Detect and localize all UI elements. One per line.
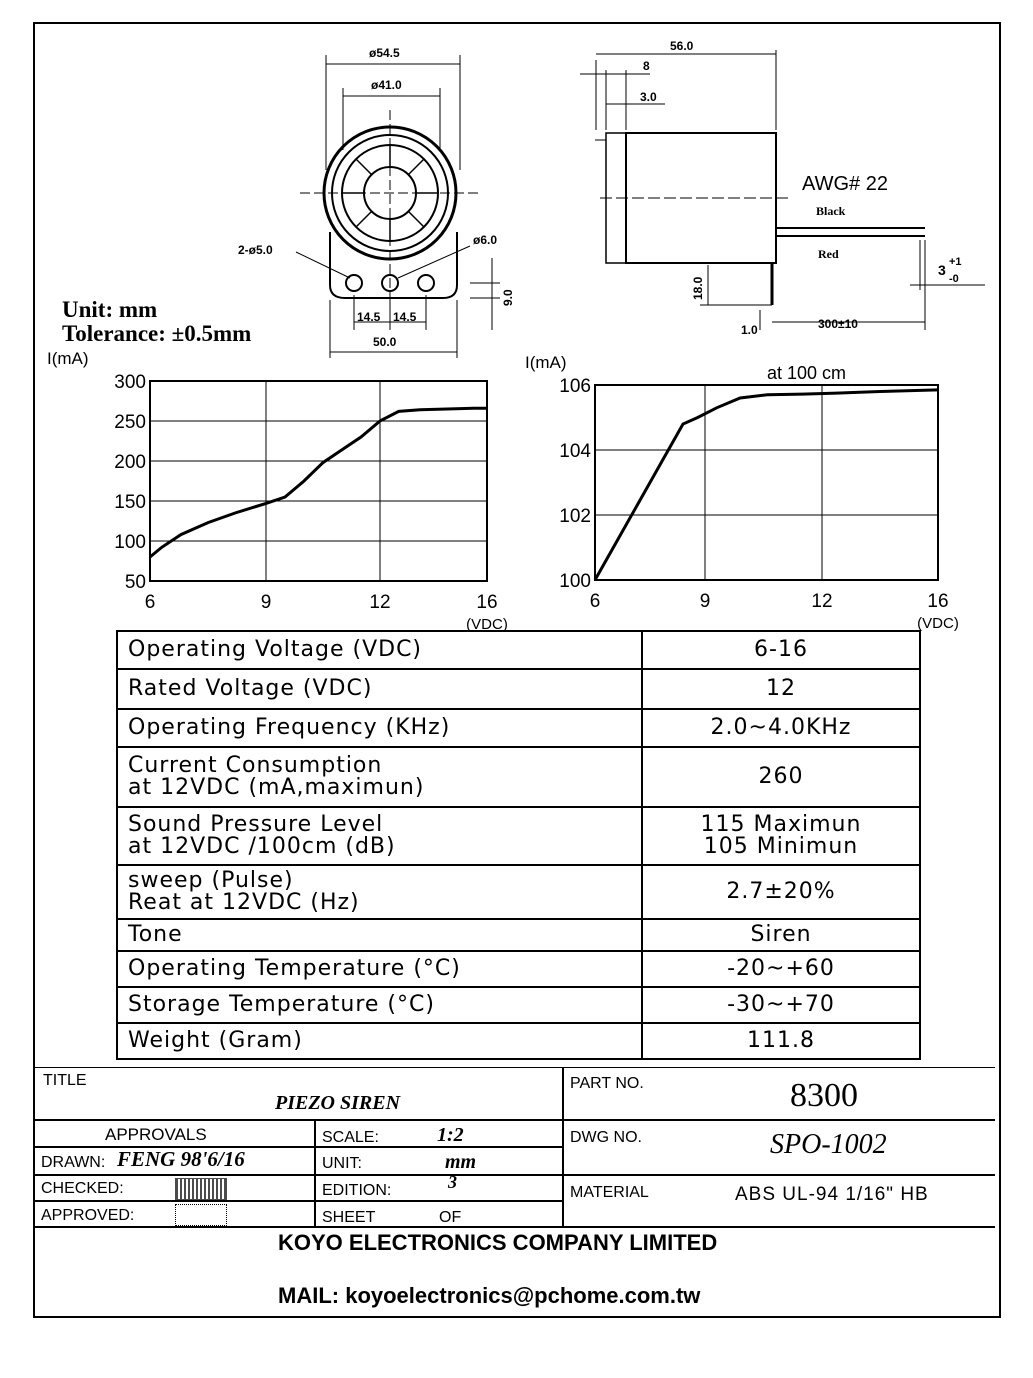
series-line [595, 390, 938, 580]
wire-gauge: AWG# 22 [802, 173, 888, 195]
spec-key-line2: Reat at 12VDC (Hz) [128, 890, 360, 915]
spec-value: 2.7±20% [642, 865, 920, 919]
sheet-label: SHEET [322, 1209, 376, 1226]
y-tick-label: 50 [124, 572, 146, 593]
dim-base-height: 9.0 [501, 289, 515, 306]
x-tick-label: 16 [476, 592, 498, 613]
x-tick-label: 16 [927, 591, 949, 612]
dim-height: 18.0 [691, 276, 705, 300]
table-row [117, 1023, 920, 1059]
material-value: ABS UL-94 1/16" HB [735, 1184, 929, 1205]
spec-value: 2.0~4.0KHz [642, 709, 920, 747]
spec-key: Operating Frequency (KHz) [117, 709, 642, 747]
chart-title: at 100 cm [766, 363, 847, 383]
y-tick-label: 300 [114, 372, 146, 393]
spec-value: -20~+60 [642, 951, 920, 987]
spec-key-line2: at 12VDC (mA,maximun) [128, 775, 425, 800]
spec-value: Siren [642, 919, 920, 951]
chart-frame [150, 381, 487, 581]
dim-pitch-left: 14.5 [357, 310, 381, 324]
series-line [150, 408, 487, 557]
y-tick-label: 102 [559, 506, 591, 527]
part-no-value: 8300 [790, 1077, 858, 1114]
x-axis-label: (VDC) [466, 616, 508, 633]
unit-field-value: mm [445, 1151, 477, 1173]
dim-holes: 2-ø5.0 [238, 243, 273, 257]
table-row [117, 631, 920, 669]
y-tick-label: 250 [114, 412, 146, 433]
spec-value-line2: 105 Minimun [703, 834, 859, 859]
chart-frame [595, 385, 938, 580]
y-tick-label: 100 [559, 571, 591, 592]
spec-key: Operating Temperature (°C) [117, 951, 642, 987]
spec-value [642, 807, 920, 865]
current-charts [0, 0, 1033, 645]
x-tick-label: 12 [369, 592, 391, 613]
table-row [117, 709, 920, 747]
spec-value: 12 [642, 669, 920, 709]
approved-label: APPROVED: [41, 1207, 135, 1224]
x-tick-label: 12 [811, 591, 833, 612]
spec-key-line1: sweep (Pulse) [128, 868, 294, 893]
wire-red: Red [818, 247, 839, 261]
dim-base-width: 50.0 [373, 335, 397, 349]
spec-key: Storage Temperature (°C) [117, 987, 642, 1023]
dim-pitch-right: 14.5 [393, 310, 417, 324]
table-row [117, 951, 920, 987]
company-name: KOYO ELECTRONICS COMPANY LIMITED [278, 1230, 718, 1255]
wire-black: Black [816, 204, 846, 218]
dim-3: 3.0 [640, 90, 657, 104]
spec-key [117, 747, 642, 807]
y-tick-label: 100 [114, 532, 146, 553]
spec-key-line1: Current Consumption [128, 753, 383, 778]
drawn-value: FENG 98'6/16 [117, 1147, 245, 1171]
table-row [117, 919, 920, 951]
dwg-no-label: DWG NO. [570, 1129, 642, 1146]
spec-key-line2: at 12VDC /100cm (dB) [128, 834, 396, 859]
spec-value-line1: 115 Maximun [700, 812, 862, 837]
y-tick-label: 106 [559, 376, 591, 397]
y-tick-label: 200 [114, 452, 146, 473]
dim-length: 56.0 [670, 39, 694, 53]
y-axis-label: I(mA) [47, 349, 89, 368]
company-mail: MAIL: koyoelectronics@pchome.com.tw [278, 1283, 701, 1308]
spec-key [117, 865, 642, 919]
x-axis-label: (VDC) [917, 615, 959, 632]
dim-wire-length: 300±10 [818, 317, 858, 331]
spec-key: Tone [117, 919, 642, 951]
checked-label: CHECKED: [41, 1180, 124, 1197]
spec-value: 6-16 [642, 631, 920, 669]
dim-8: 8 [643, 59, 650, 73]
tolerance-label: Tolerance: ±0.5mm [62, 321, 252, 346]
x-tick-label: 9 [699, 591, 711, 612]
scale-label: SCALE: [322, 1129, 379, 1146]
drawn-label: DRAWN: [41, 1154, 106, 1171]
y-axis-label: I(mA) [525, 353, 567, 372]
spec-value: -30~+70 [642, 987, 920, 1023]
spec-value: 111.8 [642, 1023, 920, 1059]
table-row [117, 747, 920, 807]
spec-value: 260 [642, 747, 920, 807]
spec-table [116, 630, 921, 1060]
spec-key-line1: Sound Pressure Level [128, 812, 384, 837]
dim-strip-plus: +1 [949, 256, 962, 268]
table-row [117, 865, 920, 919]
dim-inner-dia: ø41.0 [371, 78, 402, 92]
checked-stamp [175, 1178, 227, 1200]
dim-outer-dia: ø54.5 [369, 46, 400, 60]
y-tick-label: 104 [559, 441, 591, 462]
table-row [117, 807, 920, 865]
x-tick-label: 6 [589, 591, 601, 612]
title-value: PIEZO SIREN [275, 1092, 401, 1114]
dim-offset: 1.0 [741, 323, 758, 337]
of-label: OF [439, 1209, 462, 1226]
dwg-no-value: SPO-1002 [770, 1129, 887, 1160]
spec-key [117, 807, 642, 865]
dim-strip-minus: -0 [949, 273, 959, 285]
spec-key: Operating Voltage (VDC) [117, 631, 642, 669]
table-row [117, 987, 920, 1023]
edition-label: EDITION: [322, 1182, 392, 1199]
scale-value: 1:2 [437, 1124, 464, 1146]
dim-center-hole: ø6.0 [473, 233, 498, 247]
unit-label: Unit: mm [62, 297, 158, 322]
part-no-label: PART NO. [570, 1075, 644, 1092]
approvals-label: APPROVALS [105, 1125, 207, 1144]
y-tick-label: 150 [114, 492, 146, 513]
approved-stamp [175, 1204, 227, 1226]
x-tick-label: 9 [260, 592, 272, 613]
title-block [35, 1067, 995, 1318]
material-label: MATERIAL [570, 1184, 649, 1201]
spec-key: Rated Voltage (VDC) [117, 669, 642, 709]
title-label: TITLE [43, 1072, 87, 1089]
x-tick-label: 6 [144, 592, 156, 613]
table-row [117, 669, 920, 709]
unit-field-label: UNIT: [322, 1155, 362, 1172]
edition-value: 3 [448, 1172, 457, 1192]
spec-key: Weight (Gram) [117, 1023, 642, 1059]
dim-strip: 3 [938, 262, 946, 278]
